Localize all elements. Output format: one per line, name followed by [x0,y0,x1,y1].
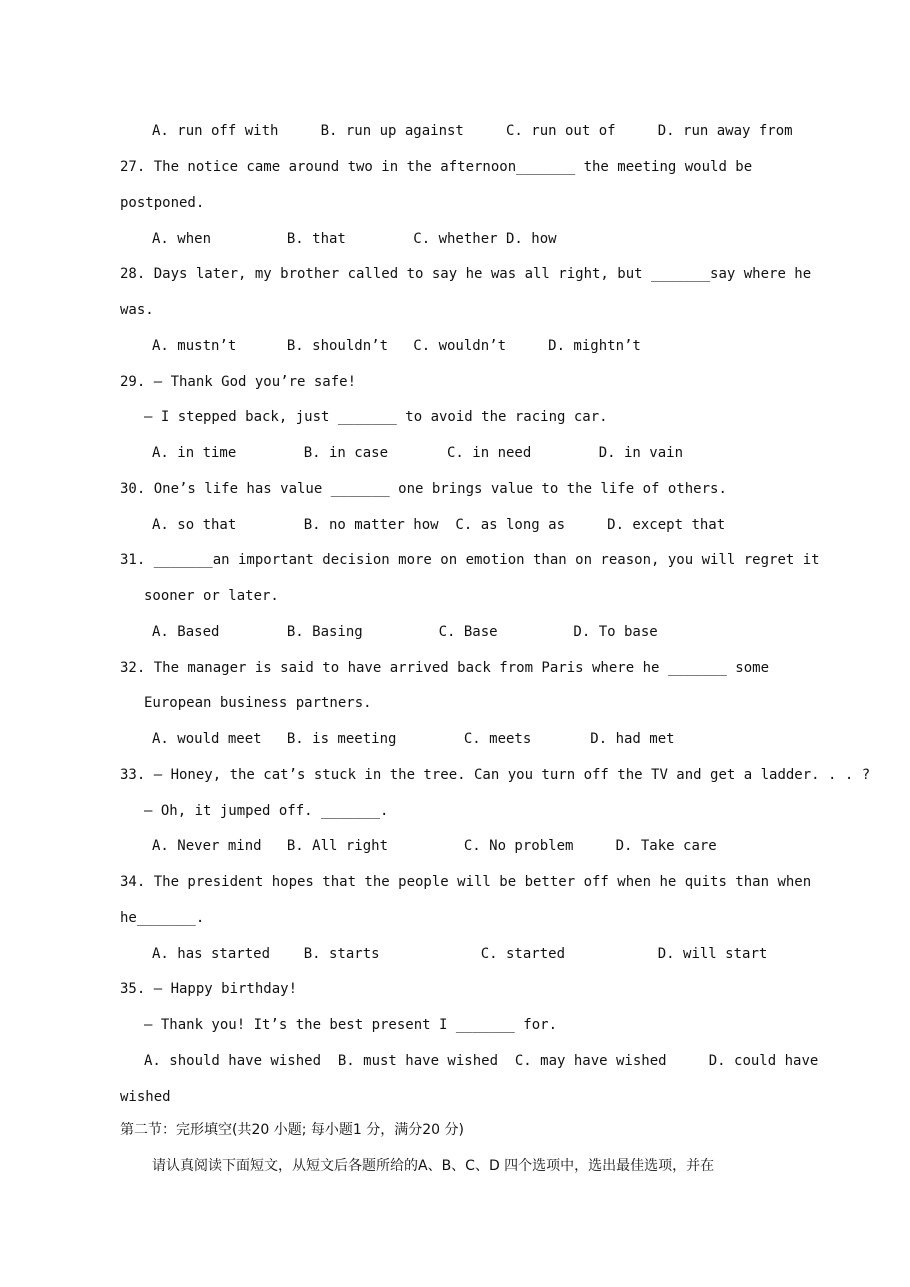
section-2-instruction: 请认真阅读下面短文，从短文后各题所给的A、B、C、D 四个选项中，选出最佳选项，并在 [152,1158,715,1174]
question-35-reply: — Thank you! It’s the best present I _______ for. [144,1017,558,1033]
question-30-stem: 30. One’s life has value _______ one brings value to the life of others. [120,481,727,497]
question-33-options: A. Never mind B. All right C. No problem D. Take care [152,838,717,854]
question-32-stem-continued: European business partners. [144,695,372,711]
question-32-stem: 32. The manager is said to have arrived back from Paris where he _______ some [120,660,770,676]
question-35-stem: 35. — Happy birthday! [120,981,298,997]
question-34-options: A. has started B. starts C. started D. will start [152,946,768,962]
question-28-options: A. mustn’t B. shouldn’t C. wouldn’t D. mightn’t [152,338,641,354]
question-34-stem-continued: he_______. [120,910,205,926]
question-30-options: A. so that B. no matter how C. as long as D. except that [152,517,726,533]
question-32-options: A. would meet B. is meeting C. meets D. had met [152,731,675,747]
question-29-stem: 29. — Thank God you’re safe! [120,374,357,390]
question-26-options: A. run off with B. run up against C. run out of D. run away from [152,123,793,139]
question-31-options: A. Based B. Basing C. Base D. To base [152,624,658,640]
question-35-options: A. should have wished B. must have wished C. may have wished D. could have [144,1053,819,1069]
question-31-stem: 31. _______an important decision more on emotion than on reason, you will regret it [120,552,820,568]
question-28-stem: 28. Days later, my brother called to say he was all right, but _______say where he [120,266,812,282]
question-29-reply: — I stepped back, just _______ to avoid the racing car. [144,409,608,425]
question-29-options: A. in time B. in case C. in need D. in vain [152,445,684,461]
question-33-stem: 33. — Honey, the cat’s stuck in the tree. Can you turn off the TV and get a ladder. . . ? [120,767,871,783]
question-35-options-continued: wished [120,1089,171,1105]
question-27-stem: 27. The notice came around two in the afternoon_______ the meeting would be [120,159,753,175]
question-33-reply: — Oh, it jumped off. _______. [144,803,389,819]
question-31-stem-continued: sooner or later. [144,588,279,604]
question-28-stem-continued: was. [120,302,154,318]
section-2-title: 第二节：完形填空(共20 小题; 每小题1 分，满分20 分) [120,1122,464,1138]
question-34-stem: 34. The president hopes that the people will be better off when he quits than when [120,874,812,890]
question-27-stem-continued: postponed. [120,195,205,211]
question-27-options: A. when B. that C. whether D. how [152,231,557,247]
